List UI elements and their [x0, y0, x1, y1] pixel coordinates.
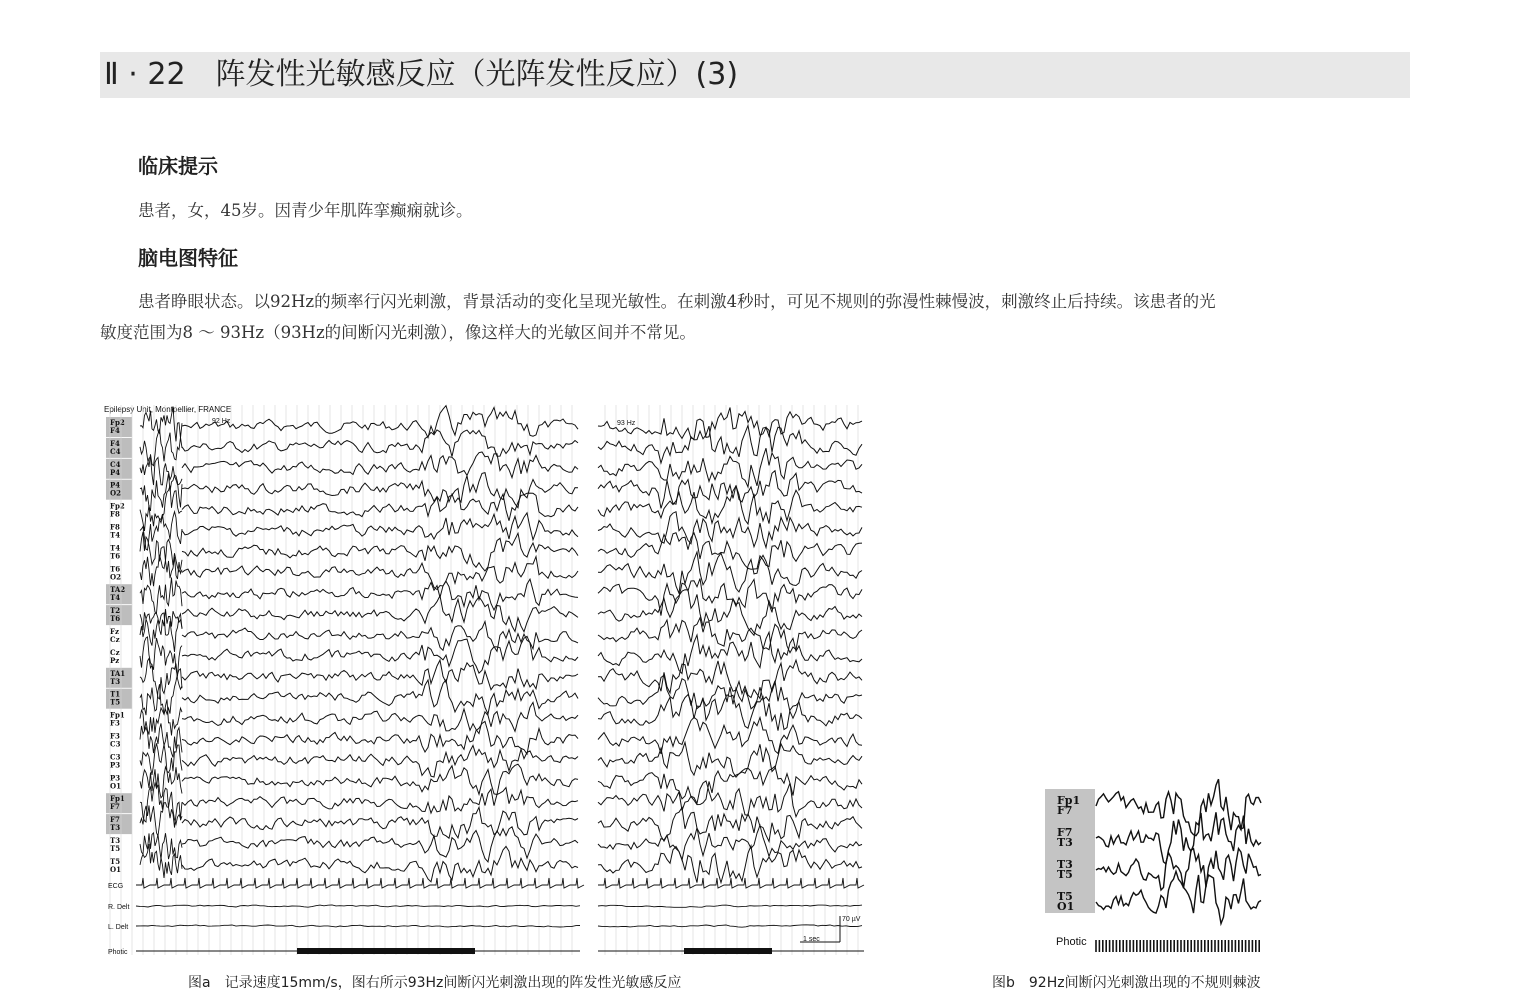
channel-label-bottom: T3 — [110, 676, 121, 686]
channel-label-top: F7 — [110, 815, 120, 825]
channel-label-top: T6 — [110, 564, 121, 574]
channel-label-top: Fp1 — [110, 710, 125, 720]
eeg-trace-panel1 — [182, 406, 578, 438]
channel-label-bottom: F7 — [110, 802, 120, 812]
channel-label-bottom: T4 — [110, 530, 121, 540]
figure-b-channel-top: F7 — [1057, 826, 1073, 839]
eeg-trace-panel1 — [182, 533, 578, 571]
channel-label-top: F3 — [110, 731, 120, 741]
eeg-trace-panel2 — [598, 471, 862, 509]
figure-b-eeg-trace — [1096, 849, 1261, 891]
eeg-trace-panel1 — [182, 807, 578, 838]
channel-label-top: Fp2 — [110, 501, 125, 511]
figure-b-channel-bottom: O1 — [1057, 900, 1075, 913]
figure-a-eeg — [104, 405, 864, 956]
extra-channel-label: R. Delt — [108, 904, 130, 911]
channel-label-bottom: T4 — [110, 593, 121, 603]
eeg-trace-panel2 — [598, 808, 862, 842]
extra-channel-label: Photic — [108, 949, 128, 956]
channel-label-bottom: C3 — [110, 739, 121, 749]
eeg-trace-panel1 — [182, 788, 578, 814]
eeg-trace-panel2 — [598, 781, 862, 817]
eeg-trace-panel1 — [182, 680, 578, 714]
channel-label-top: T2 — [110, 606, 121, 616]
photic-stimulus-bar — [297, 948, 475, 954]
channel-label-bottom: T3 — [110, 823, 121, 833]
emg-trace — [598, 925, 862, 927]
eeg-paragraph-line1: 患者睁眼状态。以92Hz的频率行闪光刺激，背景活动的变化呈现光敏性。在刺激4秒时，可见不规则的弥漫性棘慢波，刺激终止后持续。该患者的光 — [138, 292, 1216, 311]
channel-label-top: T3 — [110, 836, 121, 845]
eeg-trace-panel1 — [182, 745, 578, 777]
eeg-trace-panel2 — [598, 512, 862, 548]
figure-b-eeg-trace — [1096, 871, 1261, 923]
channel-label-top: F4 — [110, 438, 120, 448]
eeg-trace-panel1 — [182, 452, 578, 478]
channel-label-top: C4 — [110, 459, 121, 469]
figure-b-channel-top: Fp1 — [1057, 794, 1081, 807]
channel-label-top: Fp1 — [110, 794, 125, 804]
extra-channel-label: ECG — [108, 883, 124, 890]
eeg-trace-panel1 — [182, 702, 578, 733]
eeg-trace-panel1 — [182, 557, 578, 590]
figure-b-photic-label: Photic — [1056, 936, 1087, 948]
channel-label-bottom: Cz — [110, 635, 120, 644]
eeg-trace-panel2 — [598, 448, 862, 487]
channel-label-bottom: F8 — [110, 509, 120, 519]
eeg-trace-panel1 — [182, 846, 578, 881]
channel-label-bottom: O2 — [110, 488, 121, 498]
channel-label-bottom: P3 — [110, 760, 121, 770]
channel-label-bottom: T6 — [110, 551, 121, 561]
channel-label-top: Cz — [110, 647, 120, 657]
eeg-trace-panel1 — [182, 721, 578, 754]
eeg-trace-panel2 — [598, 766, 862, 804]
eeg-trace-panel2 — [598, 742, 862, 777]
channel-label-top: Fz — [110, 627, 119, 636]
figure-b-caption-text: 92Hz间断闪光刺激出现的不规则棘波 — [1028, 975, 1261, 991]
figure-b-eeg — [1045, 779, 1261, 952]
eeg-trace-panel1 — [182, 596, 578, 632]
channel-label-top: T1 — [110, 689, 121, 699]
figure-b-channel-bottom: T3 — [1057, 836, 1073, 849]
eeg-trace-panel1 — [182, 660, 578, 690]
channel-label-bottom: T5 — [110, 697, 121, 707]
figure-b-channel-top: T3 — [1057, 858, 1073, 871]
channel-label-top: T5 — [110, 856, 121, 866]
figure-b-channel-bottom: T5 — [1057, 868, 1073, 881]
channel-label-top: F8 — [110, 522, 120, 532]
channel-label-top: P4 — [110, 480, 121, 490]
eeg-trace-panel2 — [598, 486, 862, 524]
figure-a-panel1-frequency: 92 Hz — [212, 418, 231, 425]
figure-a-panel2-frequency: 93 Hz — [617, 420, 636, 427]
section-heading-clinical: 临床提示 — [138, 154, 218, 178]
channel-label-top: Fp2 — [110, 418, 125, 427]
figure-b-eeg-trace — [1096, 812, 1261, 864]
channel-label-bottom: O2 — [110, 572, 121, 582]
channel-label-bottom: F3 — [110, 718, 120, 728]
page-title: Ⅱ · 22 阵发性光敏感反应（光阵发性反应）(3) — [104, 57, 739, 92]
eeg-trace-panel1 — [182, 764, 578, 794]
figure-b-channel-top: T5 — [1057, 890, 1073, 903]
channel-label-top: C3 — [110, 752, 121, 762]
channel-label-bottom: O1 — [110, 781, 121, 791]
eeg-trace-panel2 — [598, 846, 862, 883]
emg-trace — [598, 905, 862, 907]
channel-label-bottom: F4 — [110, 426, 120, 435]
clinical-paragraph: 患者，女，45岁。因青少年肌阵挛癫痫就诊。 — [138, 201, 473, 220]
extra-channel-label: L. Delt — [108, 924, 129, 931]
eeg-trace-panel2 — [598, 825, 862, 860]
figure-a-caption-label: 图a — [188, 975, 211, 991]
channel-label-bottom: C4 — [110, 446, 121, 456]
eeg-trace-panel1 — [182, 430, 578, 457]
channel-label-top: P3 — [110, 773, 121, 783]
figure-b-eeg-trace — [1096, 779, 1261, 835]
figure-a-unit-label: Epilepsy Unit, Montpellier, FRANCE — [104, 405, 232, 414]
scale-amplitude: 70 µV — [842, 916, 861, 923]
scale-time: 1 sec — [803, 936, 820, 943]
photic-stimulus-bar — [684, 948, 772, 954]
channel-label-bottom: O1 — [110, 864, 121, 874]
eeg-trace-panel1 — [182, 636, 578, 673]
figure-a-caption — [188, 972, 681, 992]
eeg-paragraph-line2: 敏度范围为8 ～ 93Hz（93Hz的间断闪光刺激），像这样大的光敏区间并不常见。 — [100, 323, 696, 342]
eeg-trace-panel2 — [598, 618, 862, 653]
eeg-trace-panel1 — [182, 579, 578, 610]
eeg-trace-panel2 — [598, 408, 862, 440]
section-heading-eeg: 脑电图特征 — [138, 246, 238, 270]
channel-label-top: T4 — [110, 543, 121, 553]
eeg-trace-panel2 — [598, 660, 862, 698]
figure-b-channel-bottom: F7 — [1057, 804, 1073, 817]
figure-b-caption-label: 图b — [992, 975, 1015, 991]
figure-a-caption-text: 记录速度15mm/s，图右所示93Hz间断闪光刺激出现的阵发性光敏感反应 — [224, 975, 682, 991]
emg-trace — [136, 925, 580, 927]
figure-b-caption — [992, 972, 1261, 992]
channel-label-bottom: T5 — [110, 844, 121, 853]
channel-label-top: TA1 — [110, 668, 126, 678]
emg-trace — [136, 905, 580, 907]
channel-label-bottom: Pz — [110, 655, 120, 665]
eeg-trace-panel1 — [182, 622, 578, 652]
eeg-trace-panel1 — [182, 827, 578, 862]
channel-label-top: TA2 — [110, 585, 126, 595]
channel-label-bottom: P4 — [110, 467, 121, 477]
channel-label-bottom: T6 — [110, 614, 121, 624]
